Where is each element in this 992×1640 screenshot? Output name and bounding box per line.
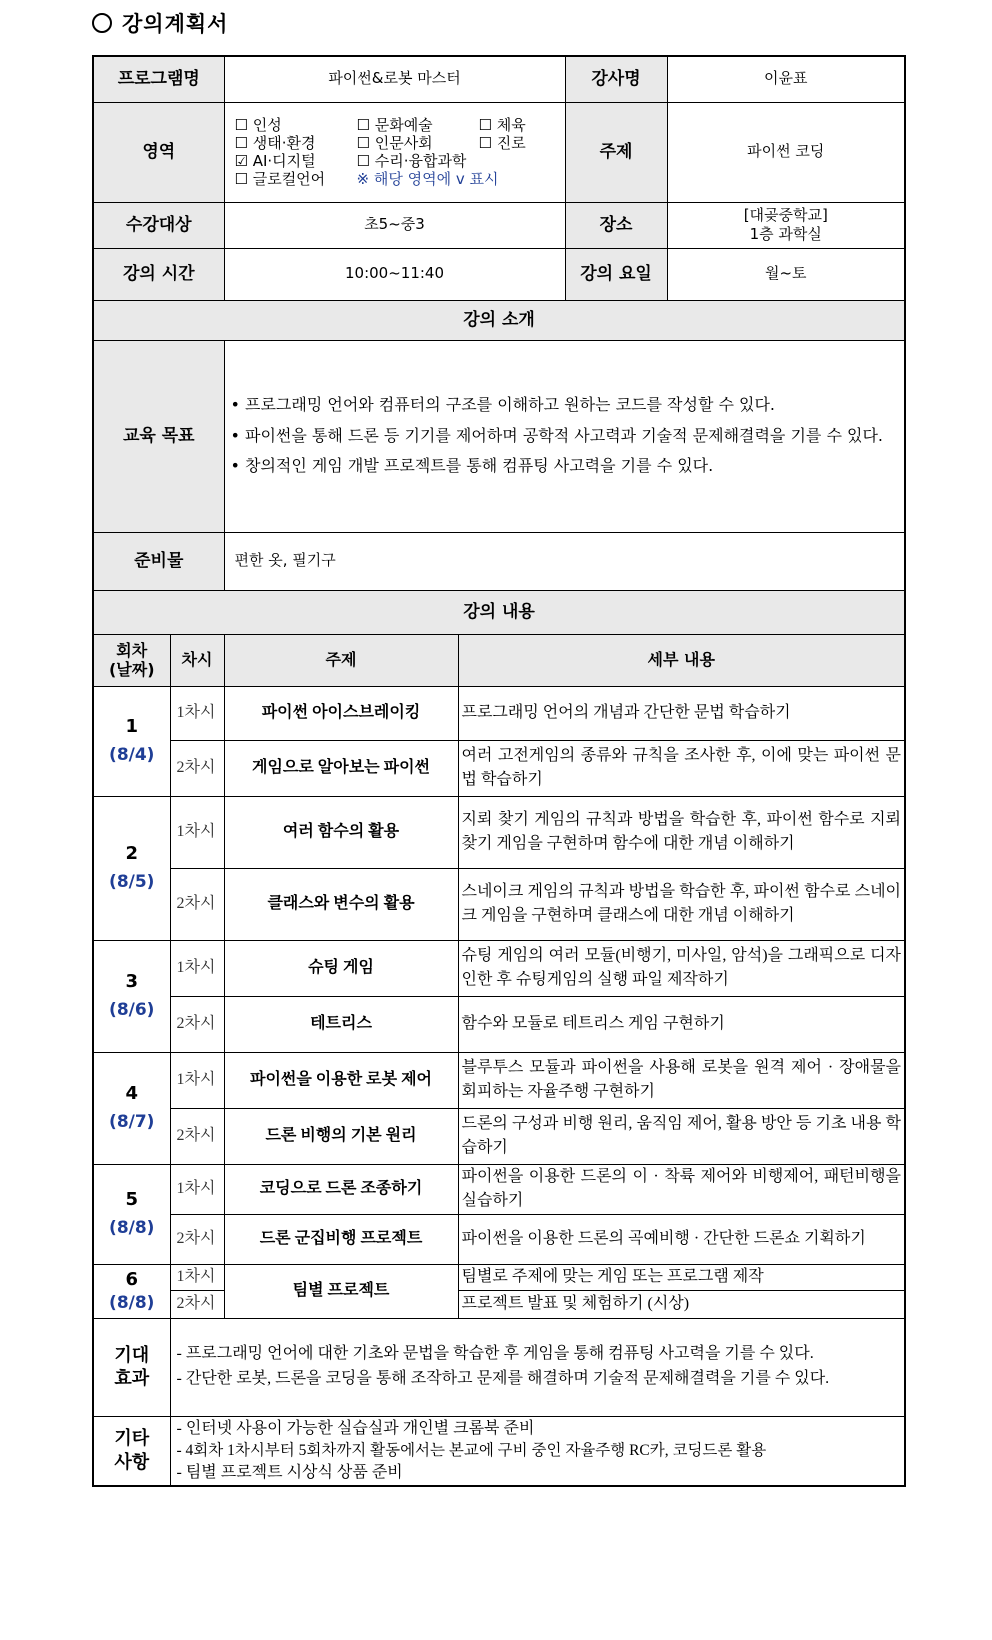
table-row bbox=[93, 1108, 905, 1164]
intro-section-header: 강의 소개 bbox=[93, 300, 905, 340]
session-number: 3 (8/6) bbox=[93, 940, 170, 1052]
period-detail: 여러 고전게임의 종류와 규칙을 조사한 후, 이에 맞는 파이썬 문법 학습하기 bbox=[458, 740, 905, 796]
period-topic: 드론 비행의 기본 원리 bbox=[224, 1108, 458, 1164]
period-topic: 파이썬 아이스브레이킹 bbox=[224, 686, 458, 740]
period-detail: 팀별로 주제에 맞는 게임 또는 프로그램 제작 bbox=[458, 1264, 905, 1290]
time-value: 10:00~11:40 bbox=[224, 248, 565, 300]
area-option[interactable]: ☐ 글로컬언어 bbox=[234, 170, 326, 188]
period-detail: 드론의 구성과 비행 원리, 움직임 제어, 활용 방안 등 기초 내용 학습하기 bbox=[458, 1108, 905, 1164]
table-row bbox=[93, 868, 905, 940]
col-detail-header: 세부 내용 bbox=[458, 634, 905, 686]
program-name-label: 프로그램명 bbox=[93, 56, 224, 102]
table-row bbox=[93, 940, 905, 996]
table-row bbox=[93, 1214, 905, 1264]
session-number: 6 (8/8) bbox=[93, 1264, 170, 1318]
goals-label: 교육 목표 bbox=[93, 340, 224, 532]
circle-bullet-icon bbox=[92, 13, 112, 33]
other-item: - 팀별 프로젝트 시상식 상품 준비 bbox=[176, 1463, 403, 1481]
time-label: 강의 시간 bbox=[93, 248, 224, 300]
area-label: 영역 bbox=[93, 102, 224, 202]
area-option[interactable]: ☐ 생태·환경 bbox=[234, 134, 316, 152]
period-topic: 클래스와 변수의 활용 bbox=[224, 868, 458, 940]
other-item: - 인터넷 사용이 가능한 실습실과 개인별 크롬북 준비 bbox=[176, 1419, 535, 1437]
area-checklist bbox=[224, 102, 565, 202]
table-row bbox=[93, 1052, 905, 1108]
period-label: 2차시 bbox=[170, 1290, 224, 1318]
session-number: 5 (8/8) bbox=[93, 1164, 170, 1264]
period-detail: 스네이크 게임의 규칙과 방법을 학습한 후, 파이썬 함수로 스네이크 게임을 구현하며 클래스에 대한 개념 이해하기 bbox=[458, 868, 905, 940]
period-label: 1차시 bbox=[170, 686, 224, 740]
period-detail: 파이썬을 이용한 드론의 이 · 착륙 제어와 비행제어, 패턴비행을 실습하기 bbox=[458, 1164, 905, 1214]
table-row bbox=[93, 740, 905, 796]
effects-list bbox=[170, 1318, 905, 1416]
goal-item: • 창의적인 게임 개발 프로젝트를 통해 컴퓨팅 사고력을 기를 수 있다. bbox=[230, 456, 714, 476]
goal-item: • 파이썬을 통해 드론 등 기기를 제어하며 공학적 사고력과 기술적 문제해결력을 기를 수 있다. bbox=[230, 425, 884, 445]
col-topic-header: 주제 bbox=[224, 634, 458, 686]
period-label: 1차시 bbox=[170, 796, 224, 868]
area-option[interactable]: ☐ 문화예술 bbox=[356, 116, 433, 134]
other-list bbox=[170, 1416, 905, 1486]
period-detail: 함수와 모듈로 테트리스 게임 구현하기 bbox=[458, 996, 905, 1052]
goal-item: • 프로그래밍 언어와 컴퓨터의 구조를 이해하고 원하는 코드를 작성할 수 있다. bbox=[230, 395, 776, 415]
location-value: [대곶중학교] 1층 과학실 bbox=[667, 202, 905, 248]
page-title: 강의계획서 bbox=[92, 8, 228, 38]
col-period-header: 차시 bbox=[170, 634, 224, 686]
instructor-label: 강사명 bbox=[565, 56, 667, 102]
period-detail: 프로그래밍 언어의 개념과 간단한 문법 학습하기 bbox=[458, 686, 905, 740]
plan-table bbox=[92, 55, 906, 1487]
area-option[interactable]: ☐ 진로 bbox=[478, 134, 526, 152]
period-label: 2차시 bbox=[170, 1108, 224, 1164]
subject-value: 파이썬 코딩 bbox=[667, 102, 905, 202]
location-label: 장소 bbox=[565, 202, 667, 248]
days-value: 월~토 bbox=[667, 248, 905, 300]
instructor-value: 이윤표 bbox=[667, 56, 905, 102]
col-session-header: 회차 (날짜) bbox=[93, 634, 170, 686]
period-topic: 팀별 프로젝트 bbox=[224, 1264, 458, 1318]
period-label: 2차시 bbox=[170, 740, 224, 796]
period-topic: 여러 함수의 활용 bbox=[224, 796, 458, 868]
period-label: 1차시 bbox=[170, 1052, 224, 1108]
period-detail: 지뢰 찾기 게임의 규칙과 방법을 학습한 후, 파이썬 함수로 지뢰 찾기 게임을 구현하며 함수에 대한 개념 이해하기 bbox=[458, 796, 905, 868]
table-row bbox=[93, 796, 905, 868]
table-row bbox=[93, 1264, 905, 1290]
period-topic: 슈팅 게임 bbox=[224, 940, 458, 996]
table-row bbox=[93, 686, 905, 740]
area-option[interactable]: ☐ 체육 bbox=[478, 116, 526, 134]
period-topic: 코딩으로 드론 조종하기 bbox=[224, 1164, 458, 1214]
target-value: 초5~중3 bbox=[224, 202, 565, 248]
area-note: ※ 해당 영역에 v 표시 bbox=[356, 170, 499, 188]
period-topic: 드론 군집비행 프로젝트 bbox=[224, 1214, 458, 1264]
period-label: 1차시 bbox=[170, 940, 224, 996]
session-number: 4 (8/7) bbox=[93, 1052, 170, 1164]
other-item: - 4회차 1차시부터 5회차까지 활동에서는 본교에 구비 중인 자율주행 RC카, 코딩드론 활용 bbox=[176, 1441, 767, 1459]
program-name-value: 파이썬&로봇 마스터 bbox=[224, 56, 565, 102]
period-topic: 파이썬을 이용한 로봇 제어 bbox=[224, 1052, 458, 1108]
period-label: 1차시 bbox=[170, 1264, 224, 1290]
period-detail: 프로젝트 발표 및 체험하기 (시상) bbox=[458, 1290, 905, 1318]
table-row bbox=[93, 1290, 905, 1318]
other-label: 기타 사항 bbox=[93, 1416, 170, 1486]
period-label: 2차시 bbox=[170, 996, 224, 1052]
area-option[interactable]: ☐ 인문사회 bbox=[356, 134, 433, 152]
area-option[interactable]: ☐ 수리·융합과학 bbox=[356, 152, 467, 170]
period-topic: 게임으로 알아보는 파이썬 bbox=[224, 740, 458, 796]
supplies-value: 편한 옷, 필기구 bbox=[224, 532, 905, 590]
subject-label: 주제 bbox=[565, 102, 667, 202]
days-label: 강의 요일 bbox=[565, 248, 667, 300]
session-number: 1 (8/4) bbox=[93, 686, 170, 796]
table-row bbox=[93, 1164, 905, 1214]
target-label: 수강대상 bbox=[93, 202, 224, 248]
effect-item: - 프로그래밍 언어에 대한 기초와 문법을 학습한 후 게임을 통해 컴퓨팅 사고력을 기를 수 있다. bbox=[176, 1345, 814, 1363]
period-detail: 파이썬을 이용한 드론의 곡예비행 · 간단한 드론쇼 기획하기 bbox=[458, 1214, 905, 1264]
content-section-header: 강의 내용 bbox=[93, 590, 905, 634]
area-option-checked[interactable]: ☑ AI·디지털 bbox=[234, 152, 316, 170]
period-label: 1차시 bbox=[170, 1164, 224, 1214]
table-row bbox=[93, 996, 905, 1052]
session-number: 2 (8/5) bbox=[93, 796, 170, 940]
period-detail: 슈팅 게임의 여러 모듈(비행기, 미사일, 암석)을 그래픽으로 디자인한 후 슈팅게임의 실행 파일 제작하기 bbox=[458, 940, 905, 996]
supplies-label: 준비물 bbox=[93, 532, 224, 590]
period-label: 2차시 bbox=[170, 868, 224, 940]
effect-item: - 간단한 로봇, 드론을 코딩을 통해 조작하고 문제를 해결하며 기술적 문제해결력을 기를 수 있다. bbox=[176, 1370, 830, 1387]
period-label: 2차시 bbox=[170, 1214, 224, 1264]
goals-list bbox=[224, 340, 905, 532]
period-detail: 블루투스 모듈과 파이썬을 사용해 로봇을 원격 제어 · 장애물을 회피하는 자율주행 구현하기 bbox=[458, 1052, 905, 1108]
period-topic: 테트리스 bbox=[224, 996, 458, 1052]
area-option[interactable]: ☐ 인성 bbox=[234, 116, 282, 134]
effects-label: 기대 효과 bbox=[93, 1318, 170, 1416]
